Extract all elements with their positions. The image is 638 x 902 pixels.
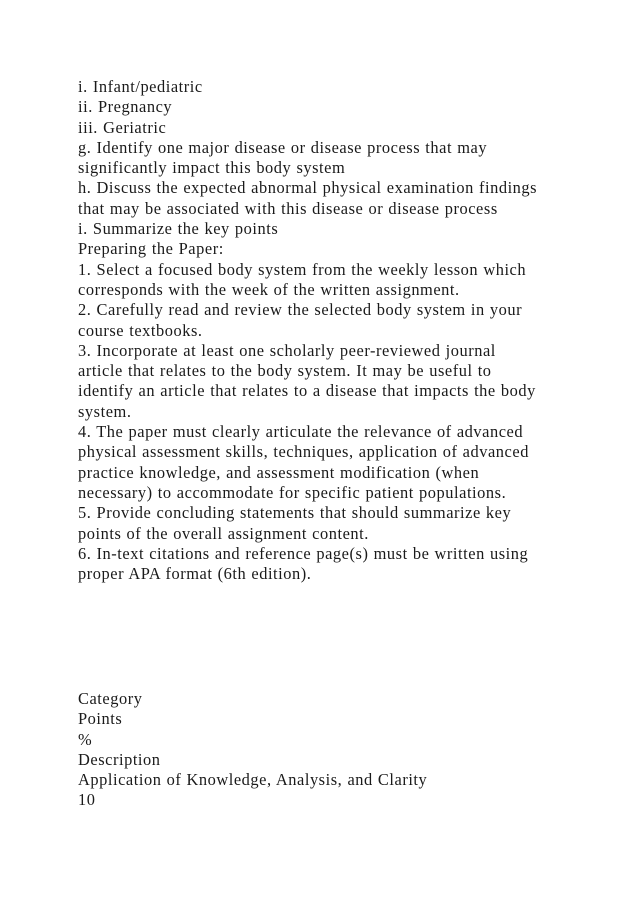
text-line: 6. In-text citations and reference page(s) must be written using	[78, 543, 529, 563]
text-line: identify an article that relates to a disease that impacts the body	[78, 381, 536, 401]
rubric-category-label: Category	[78, 689, 143, 708]
rubric-percent-label: %	[78, 729, 93, 749]
rubric-category-name: Application of Knowledge, Analysis, and Clarity	[78, 770, 428, 790]
text-line: i. Summarize the key points	[78, 219, 279, 239]
text-line: practice knowledge, and assessment modification (when	[78, 462, 480, 482]
grading-rubric-header	[78, 689, 618, 811]
text-line: 2. Carefully read and review the selected body system in your	[78, 300, 523, 320]
text-line: physical assessment skills, techniques, application of advanced	[78, 442, 529, 462]
text-line: necessary) to accommodate for specific patient populations.	[78, 482, 507, 502]
text-line: points of the overall assignment content.	[78, 523, 369, 543]
text-line: i. Infant/pediatric	[78, 77, 203, 96]
text-line: article that relates to the body system. It may be useful to	[78, 361, 492, 381]
rubric-description-label: Description	[78, 749, 161, 769]
text-line: corresponds with the week of the written assignment.	[78, 279, 460, 299]
text-line: iii. Geriatric	[78, 117, 167, 137]
text-line: course textbooks.	[78, 320, 203, 340]
text-line: that may be associated with this disease or disease process	[78, 198, 498, 218]
text-line: 3. Incorporate at least one scholarly peer-reviewed journal	[78, 340, 496, 360]
rubric-points-value: 10	[78, 790, 96, 810]
text-line: 5. Provide concluding statements that should summarize key	[78, 503, 512, 523]
text-line: ii. Pregnancy	[78, 97, 173, 117]
text-line: 1. Select a focused body system from the weekly lesson which	[78, 259, 527, 279]
text-line: system.	[78, 401, 132, 421]
text-line: g. Identify one major disease or disease process that may	[78, 137, 488, 157]
text-line: 4. The paper must clearly articulate the relevance of advanced	[78, 422, 524, 442]
section-heading: Preparing the Paper:	[78, 239, 224, 259]
rubric-points-label: Points	[78, 709, 123, 729]
text-line: proper APA format (6th edition).	[78, 564, 312, 584]
text-line: h. Discuss the expected abnormal physical examination findings	[78, 178, 538, 198]
text-line: significantly impact this body system	[78, 158, 346, 178]
assignment-instructions	[78, 77, 618, 584]
